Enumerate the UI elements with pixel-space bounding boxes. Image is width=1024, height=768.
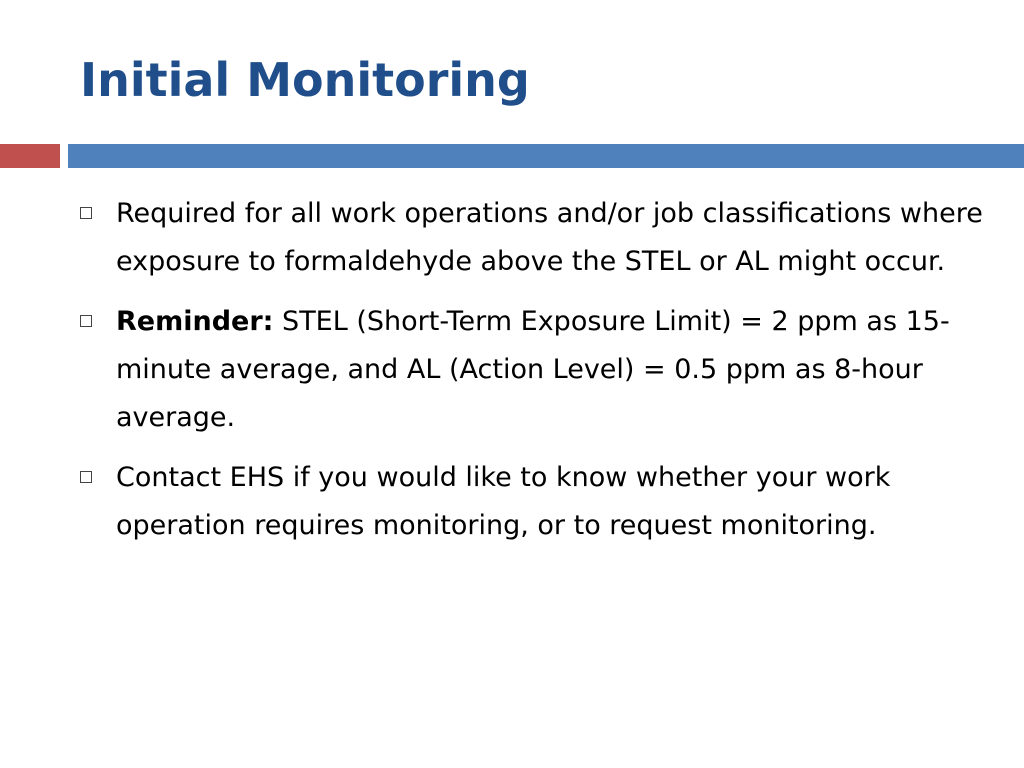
bullet-text: STEL (Short-Term Exposure Limit) = 2 ppm as 15-minute average, and AL (Action Level) = 0.5 ppm as 8-hour average. (116, 306, 950, 433)
bullet-item (80, 190, 985, 286)
square-bullet-icon (80, 315, 92, 327)
bullet-bold-prefix: Reminder: (116, 306, 274, 337)
accent-bar-right (68, 144, 1024, 168)
square-bullet-icon (80, 207, 92, 219)
bullet-text: Contact EHS if you would like to know whether your work operation requires monitoring, or to request monitoring. (116, 462, 891, 541)
square-bullet-icon (80, 471, 92, 483)
bullet-item (80, 298, 985, 442)
slide-title: Initial Monitoring (80, 53, 530, 107)
bullet-list (80, 190, 985, 562)
accent-bar-left (0, 144, 60, 168)
bullet-text: Required for all work operations and/or job classifications where exposure to formaldehyde above the STEL or AL might occur. (116, 198, 983, 277)
bullet-item (80, 454, 985, 550)
